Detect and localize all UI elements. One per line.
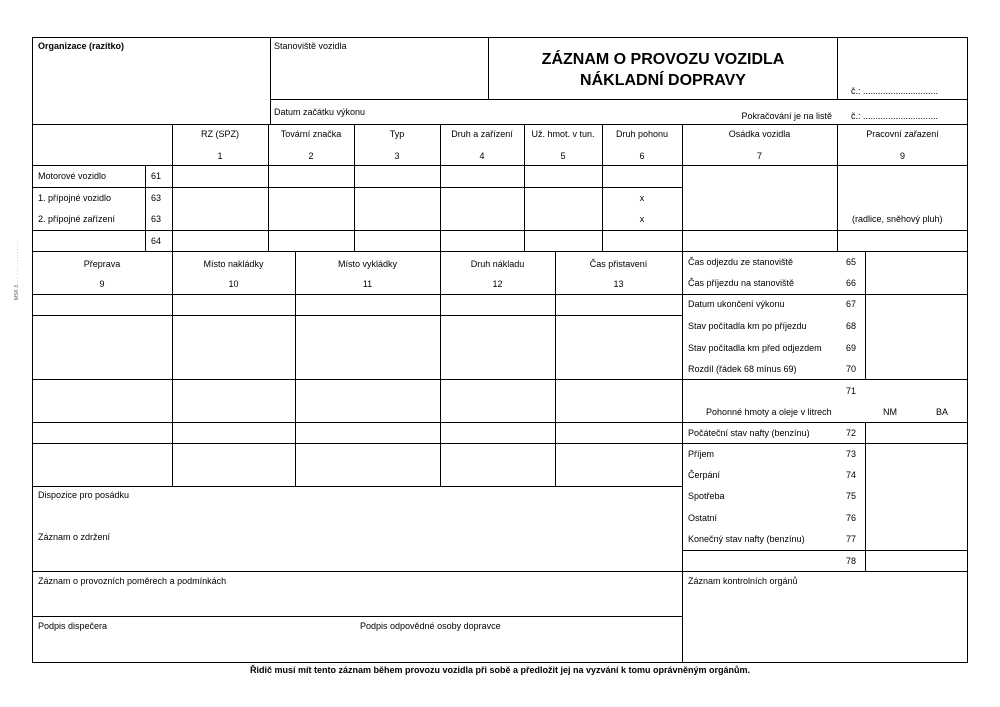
divider — [682, 124, 683, 663]
datum-zacatku-label: Datum začátku výkonu — [274, 107, 366, 117]
row-pripojne2-code: 63 — [151, 214, 162, 224]
rp-77-code: 77 — [846, 534, 857, 544]
divider — [837, 124, 838, 251]
col-druh-num: 4 — [479, 151, 485, 161]
stanoviste-label: Stanoviště vozidla — [274, 41, 347, 51]
col-preprava-num: 9 — [99, 279, 105, 289]
row-pripojne1-label: 1. přípojné vozidlo — [38, 193, 112, 203]
divider — [145, 165, 146, 251]
fuel-label: Pohonné hmoty a oleje v litrech — [706, 407, 832, 417]
divider — [837, 37, 838, 99]
col-preprava-label: Přeprava — [83, 259, 121, 269]
col-osadka-label: Osádka vozidla — [728, 129, 791, 139]
col-zarazeni-num: 9 — [899, 151, 905, 161]
rp-76-code: 76 — [846, 513, 857, 523]
side-print-code: MSK 3 . . . . . . . . . . . . . . . . — [14, 240, 20, 300]
divider — [32, 230, 968, 231]
col-typ-num: 3 — [394, 151, 400, 161]
divider — [32, 616, 682, 617]
divider — [32, 315, 682, 316]
col-zarazeni-label: Pracovní zařazení — [866, 129, 939, 139]
rp-75-code: 75 — [846, 491, 857, 501]
rp-67-label: Datum ukončení výkonu — [688, 299, 785, 309]
col-naklad-label: Druh nákladu — [470, 259, 525, 269]
divider — [32, 443, 682, 444]
divider — [488, 37, 489, 99]
divider — [682, 422, 968, 423]
divider — [32, 165, 968, 166]
rp-70-code: 70 — [846, 364, 857, 374]
fuel-nm: NM — [883, 407, 897, 417]
rp-66-code: 66 — [846, 278, 857, 288]
cislo-field[interactable]: č.: .............................. — [851, 86, 939, 96]
rp-71-code: 71 — [846, 386, 857, 396]
divider — [270, 37, 271, 125]
col-typ-label: Typ — [389, 129, 405, 139]
divider — [682, 294, 968, 295]
organizace-label: Organizace (razítko) — [38, 41, 125, 51]
row-motorove-code: 61 — [151, 171, 162, 181]
rp-73-code: 73 — [846, 449, 857, 459]
divider — [682, 550, 968, 551]
divider — [32, 294, 682, 295]
col-hmot-num: 5 — [560, 151, 566, 161]
rp-68-code: 68 — [846, 321, 857, 331]
col-pristaveni-num: 13 — [613, 279, 624, 289]
rp-68-label: Stav počítadla km po příjezdu — [688, 321, 807, 331]
pokracovani-label: Pokračování je na listě — [741, 111, 832, 121]
form-title — [490, 49, 836, 91]
title-line-1: ZÁZNAM O PROVOZU VOZIDLA — [541, 51, 785, 68]
col-znacka-num: 2 — [308, 151, 314, 161]
kontrola-label: Záznam kontrolních orgánů — [688, 576, 798, 586]
rp-69-code: 69 — [846, 343, 857, 353]
divider — [32, 422, 682, 423]
zdrzeni-label: Záznam o zdržení — [38, 532, 111, 542]
col-nakladka-label: Místo nakládky — [203, 259, 264, 269]
rp-69-label: Stav počítadla km před odjezdem — [688, 343, 822, 353]
x-mark: x — [639, 193, 645, 203]
col-vykladka-label: Místo vykládky — [337, 259, 397, 269]
col-pohon-num: 6 — [639, 151, 645, 161]
col-vykladka-num: 11 — [362, 279, 373, 289]
rp-78-code: 78 — [846, 556, 857, 566]
dispozice-label: Dispozice pro posádku — [38, 490, 130, 500]
col-naklad-num: 12 — [492, 279, 503, 289]
divider — [865, 251, 866, 379]
rp-67-code: 67 — [846, 299, 857, 309]
divider — [270, 99, 968, 100]
col-rz-num: 1 — [217, 151, 223, 161]
divider — [682, 571, 968, 572]
col-rz-label: RZ (SPZ) — [201, 129, 239, 139]
rp-65-code: 65 — [846, 257, 857, 267]
x-mark: x — [639, 214, 645, 224]
col-osadka-num: 7 — [756, 151, 762, 161]
fuel-ba: BA — [936, 407, 949, 417]
col-znacka-label: Tovární značka — [280, 129, 342, 139]
rp-77-label: Konečný stav nafty (benzínu) — [688, 534, 805, 544]
rp-75-label: Spotřeba — [688, 491, 725, 501]
rp-70-label: Rozdíl (řádek 68 mínus 69) — [688, 364, 797, 374]
rp-66-label: Čas příjezdu na stanoviště — [688, 278, 795, 288]
podpis-dispecera-label: Podpis dispečera — [38, 621, 108, 631]
col-druh-label: Druh a zařízení — [451, 129, 513, 139]
podpis-osoby-label: Podpis odpovědné osoby dopravce — [360, 621, 501, 631]
pomery-label: Záznam o provozních poměrech a podmínkách — [38, 576, 227, 586]
col-pohon-label: Druh pohonu — [615, 129, 669, 139]
rp-65-label: Čas odjezdu ze stanoviště — [688, 257, 794, 267]
rp-72-label: Počáteční stav nafty (benzínu) — [688, 428, 810, 438]
row-pripojne1-code: 63 — [151, 193, 162, 203]
divider — [32, 486, 682, 487]
rp-76-label: Ostatní — [688, 513, 718, 523]
col-nakladka-num: 10 — [228, 279, 239, 289]
rp-74-code: 74 — [846, 470, 857, 480]
divider — [682, 443, 968, 444]
row-motorove-label: Motorové vozidlo — [38, 171, 107, 181]
row-64-code: 64 — [151, 236, 162, 246]
divider — [682, 379, 968, 380]
title-line-2: NÁKLADNÍ DOPRAVY — [580, 72, 746, 89]
col-hmot-label: Už. hmot. v tun. — [531, 129, 595, 139]
zarazeni-note: (radlice, sněhový pluh) — [852, 214, 943, 224]
rp-73-label: Příjem — [688, 449, 715, 459]
footer-notice: Řidič musí mít tento záznam během provozu vozidla při sobě a předložit jej na vyzvání k tomu oprávněným orgánům. — [249, 665, 751, 675]
row-pripojne2-label: 2. přípojné zařízení — [38, 214, 116, 224]
cislo2-field[interactable]: č.: .............................. — [851, 111, 939, 121]
rp-72-code: 72 — [846, 428, 857, 438]
divider — [32, 379, 682, 380]
col-pristaveni-label: Čas přistavení — [589, 259, 648, 269]
divider — [32, 571, 682, 572]
rp-74-label: Čerpání — [688, 470, 721, 480]
divider — [32, 187, 682, 188]
